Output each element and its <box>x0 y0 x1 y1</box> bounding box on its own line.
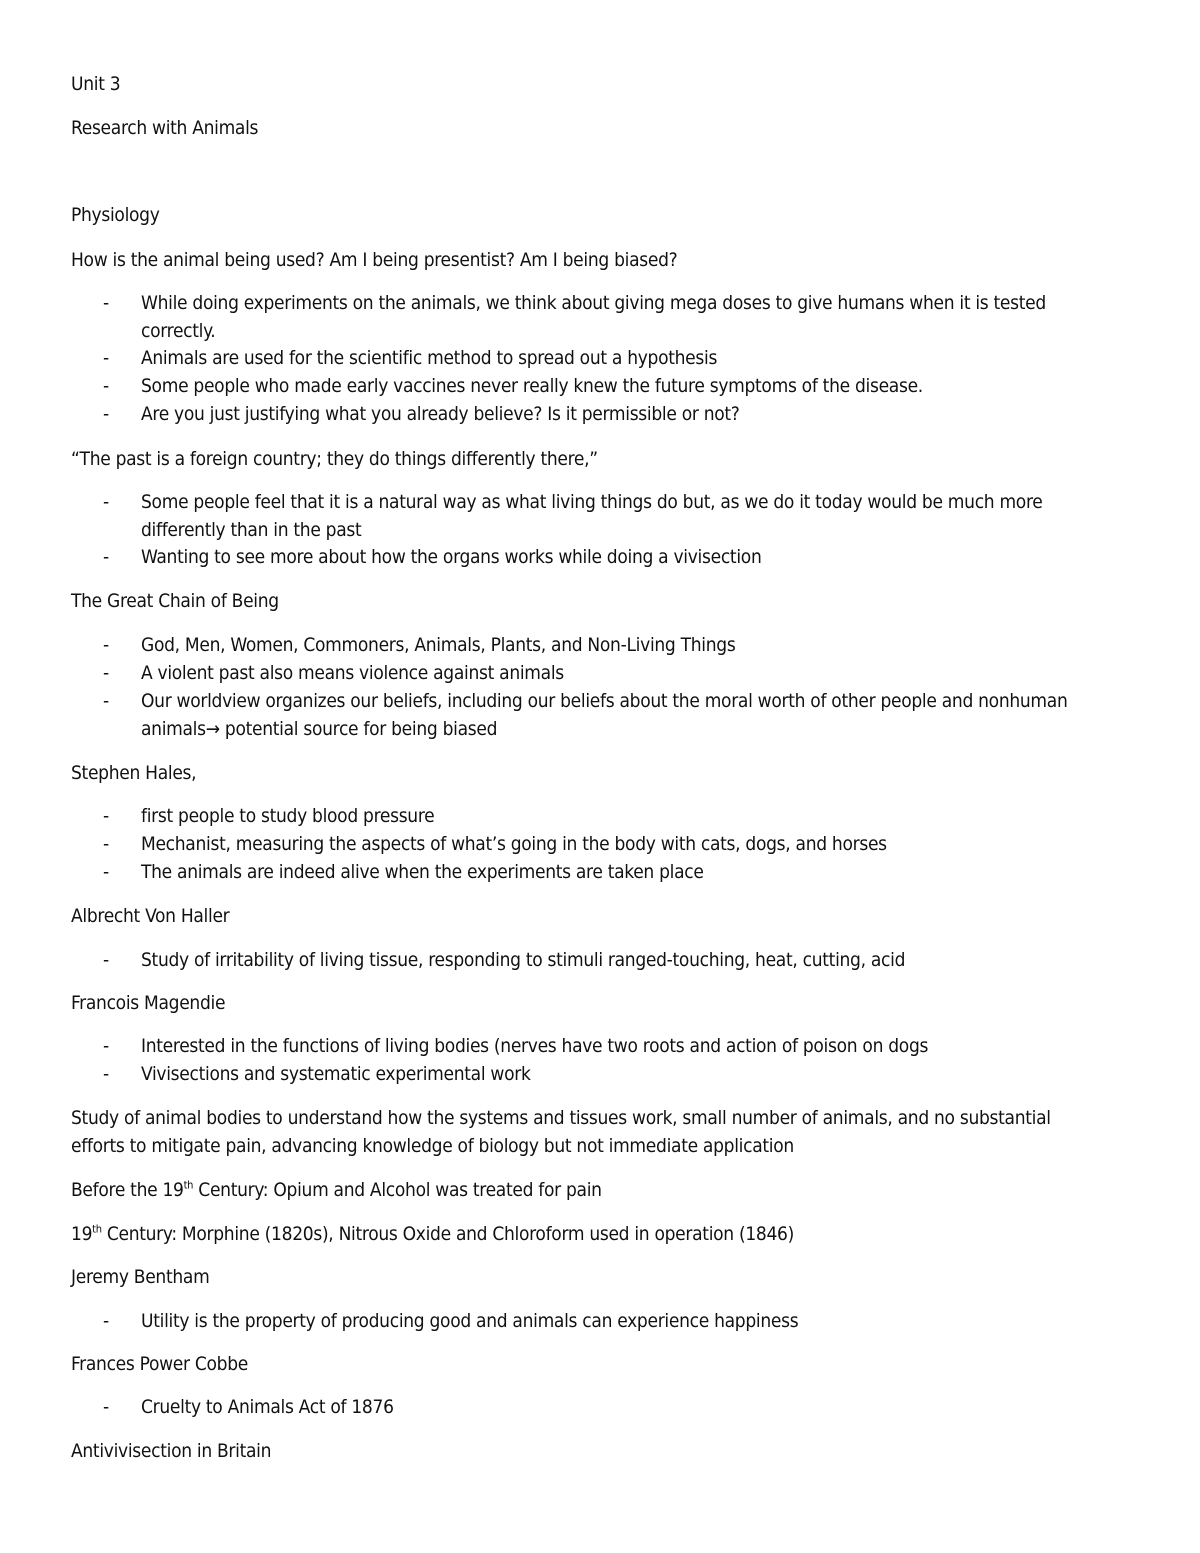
list-item: Some people feel that it is a natural way as what living things do but, as we do it today would be much more differently than in the past <box>141 491 1043 541</box>
bullet-mark: - <box>103 292 110 314</box>
bullet-mark: - <box>103 546 110 568</box>
bullet-mark: - <box>103 949 110 971</box>
bullet-mark: - <box>103 403 110 425</box>
quote-line: “The past is a foreign country; they do things differently there,” <box>71 448 598 470</box>
bullet-mark: - <box>103 690 110 712</box>
heading-cobbe: Frances Power Cobbe <box>71 1353 248 1375</box>
list-item: Utility is the property of producing good and animals can experience happiness <box>141 1310 799 1332</box>
bullet-mark: - <box>103 375 110 397</box>
list-item: While doing experiments on the animals, we think about giving mega doses to give humans when it is tested correctly. <box>141 292 1046 342</box>
heading-bentham: Jeremy Bentham <box>71 1266 210 1288</box>
list-item: Some people who made early vaccines never really knew the future symptoms of the disease. <box>141 375 923 397</box>
bullet-mark: - <box>103 491 110 513</box>
bullet-mark: - <box>103 805 110 827</box>
heading-stephen-hales: Stephen Hales, <box>71 762 197 784</box>
bullet-mark: - <box>103 1396 110 1418</box>
list-item: first people to study blood pressure <box>141 805 435 827</box>
heading-physiology: Physiology <box>71 204 160 226</box>
pre-19th-century-line: Before the 19th Century: Opium and Alcohol was treated for pain <box>71 1178 602 1201</box>
heading-magendie: Francois Magendie <box>71 992 226 1014</box>
list-item: Animals are used for the scientific method to spread out a hypothesis <box>141 347 718 369</box>
list-item: A violent past also means violence against animals <box>141 662 564 684</box>
bullet-mark: - <box>103 1063 110 1085</box>
bullet-mark: - <box>103 1310 110 1332</box>
bullet-mark: - <box>103 833 110 855</box>
list-item: God, Men, Women, Commoners, Animals, Plants, and Non-Living Things <box>141 634 736 656</box>
list-item: Interested in the functions of living bodies (nerves have two roots and action of poison on dogs <box>141 1035 929 1057</box>
physiology-question: How is the animal being used? Am I being presentist? Am I being biased? <box>71 249 678 271</box>
list-item: Wanting to see more about how the organs works while doing a vivisection <box>141 546 762 568</box>
list-item: Study of irritability of living tissue, responding to stimuli ranged-touching, heat, cutting, acid <box>141 949 906 971</box>
list-item: Are you just justifying what you already believe? Is it permissible or not? <box>141 403 740 425</box>
list-item: Vivisections and systematic experimental work <box>141 1063 531 1085</box>
list-item: Our worldview organizes our beliefs, including our beliefs about the moral worth of other people and nonhuman animals→ potential source for being biased <box>141 690 1068 740</box>
heading-von-haller: Albrecht Von Haller <box>71 905 230 927</box>
summary-paragraph: Study of animal bodies to understand how the systems and tissues work, small number of animals, and no substantial efforts to mitigate pain, advancing knowledge of biology but not immediate application <box>71 1107 1051 1157</box>
bullet-mark: - <box>103 1035 110 1057</box>
unit-label: Unit 3 <box>71 73 121 95</box>
heading-great-chain: The Great Chain of Being <box>71 590 279 612</box>
bullet-mark: - <box>103 662 110 684</box>
bullet-mark: - <box>103 634 110 656</box>
bullet-mark: - <box>103 861 110 883</box>
bullet-mark: - <box>103 347 110 369</box>
list-item: Mechanist, measuring the aspects of what’s going in the body with cats, dogs, and horses <box>141 833 887 855</box>
list-item: The animals are indeed alive when the experiments are taken place <box>141 861 704 883</box>
document-title: Research with Animals <box>71 117 259 139</box>
list-item: Cruelty to Animals Act of 1876 <box>141 1396 394 1418</box>
19th-century-line: 19th Century: Morphine (1820s), Nitrous Oxide and Chloroform used in operation (1846) <box>71 1222 795 1245</box>
heading-antivivisection: Antivivisection in Britain <box>71 1440 272 1462</box>
